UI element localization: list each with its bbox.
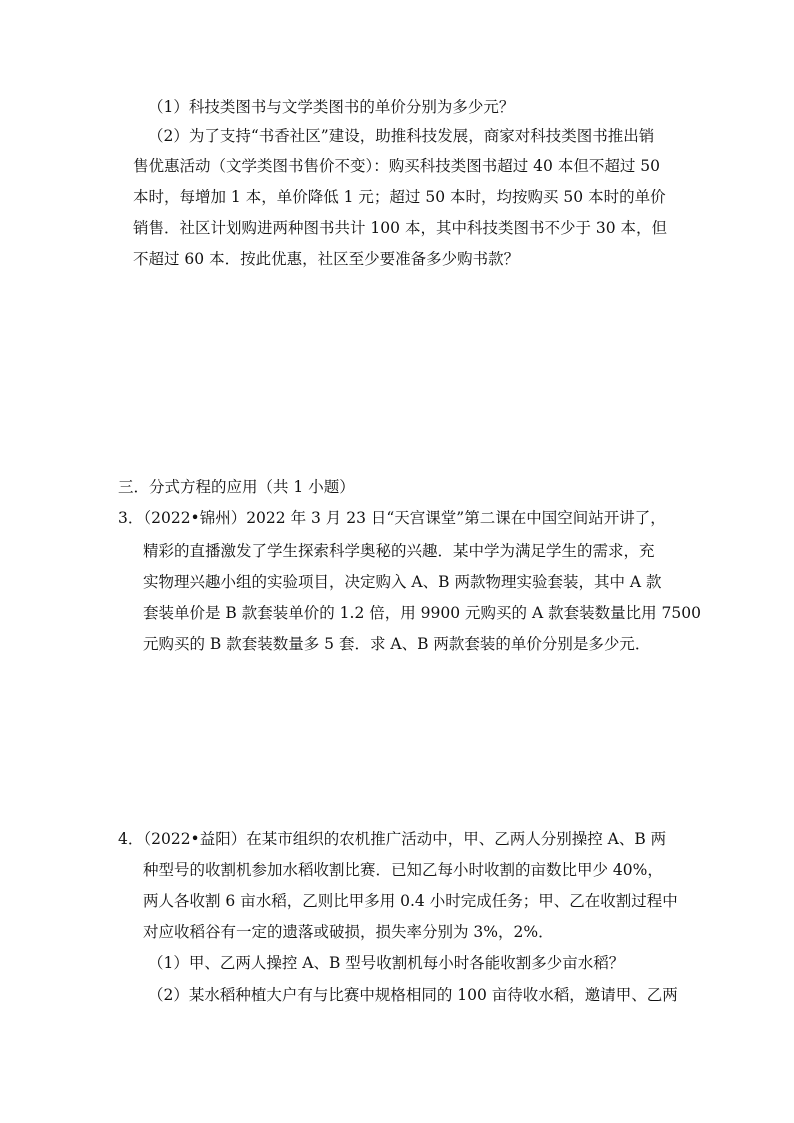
question-2-line-3: 本时，每增加 1 本，单价降低 1 元；超过 50 本时，均按购买 50 本时的单价: [133, 188, 666, 206]
problem-3-line-4: 套装单价是 B 款套装单价的 1.2 倍，用 9900 元购买的 A 款套装数量比用 7500: [143, 604, 701, 622]
question-2-line-5: 不超过 60 本．按此优惠，社区至少要准备多少购书款？: [133, 250, 520, 268]
question-2-line-2: 售优惠活动（文学类图书售价不变）：购买科技类图书超过 40 本但不超过 50: [133, 157, 660, 175]
problem-3-line-5: 元购买的 B 款套装数量多 5 套．求 A、B 两款套装的单价分别是多少元．: [143, 635, 651, 653]
problem-4-line-4: 对应收稻谷有一定的遗落或破损，损失率分别为 3%，2%．: [143, 923, 554, 941]
problem-4-line-3: 两人各收割 6 亩水稻，乙则比甲多用 0.4 小时完成任务；甲、乙在收割过程中: [143, 892, 678, 910]
problem-3-line-3: 实物理兴趣小组的实验项目，决定购入 A、B 两款物理实验套装，其中 A 款: [143, 573, 662, 591]
problem-3-line-2: 精彩的直播激发了学生探索科学奥秘的兴趣．某中学为满足学生的需求，充: [143, 542, 655, 560]
question-2-line-1: （2）为了支持“书香社区”建设，助推科技发展，商家对科技类图书推出销: [148, 127, 655, 145]
question-1-text: （1）科技类图书与文学类图书的单价分别为多少元？: [148, 98, 515, 116]
section-3-heading: 三．分式方程的应用（共 1 小题）: [118, 478, 355, 496]
problem-4-question-1: （1）甲、乙两人操控 A、B 型号收割机每小时各能收割多少亩水稻？: [148, 954, 625, 972]
problem-4-line-2: 种型号的收割机参加水稻收割比赛．已知乙每小时收割的亩数比甲少 40%，: [143, 861, 663, 879]
problem-3-line-1: 3．（2022•锦州）2022 年 3 月 23 日“天宫课堂”第二课在中国空间站开讲了，: [118, 509, 666, 527]
question-2-line-4: 销售．社区计划购进两种图书共计 100 本，其中科技类图书不少于 30 本，但: [133, 219, 668, 237]
problem-4-question-2: （2）某水稻种植大户有与比赛中规格相同的 100 亩待收水稻，邀请甲、乙两: [148, 986, 678, 1004]
problem-4-line-1: 4．（2022•益阳）在某市组织的农机推广活动中，甲、乙两人分别操控 A、B 两: [118, 830, 667, 848]
